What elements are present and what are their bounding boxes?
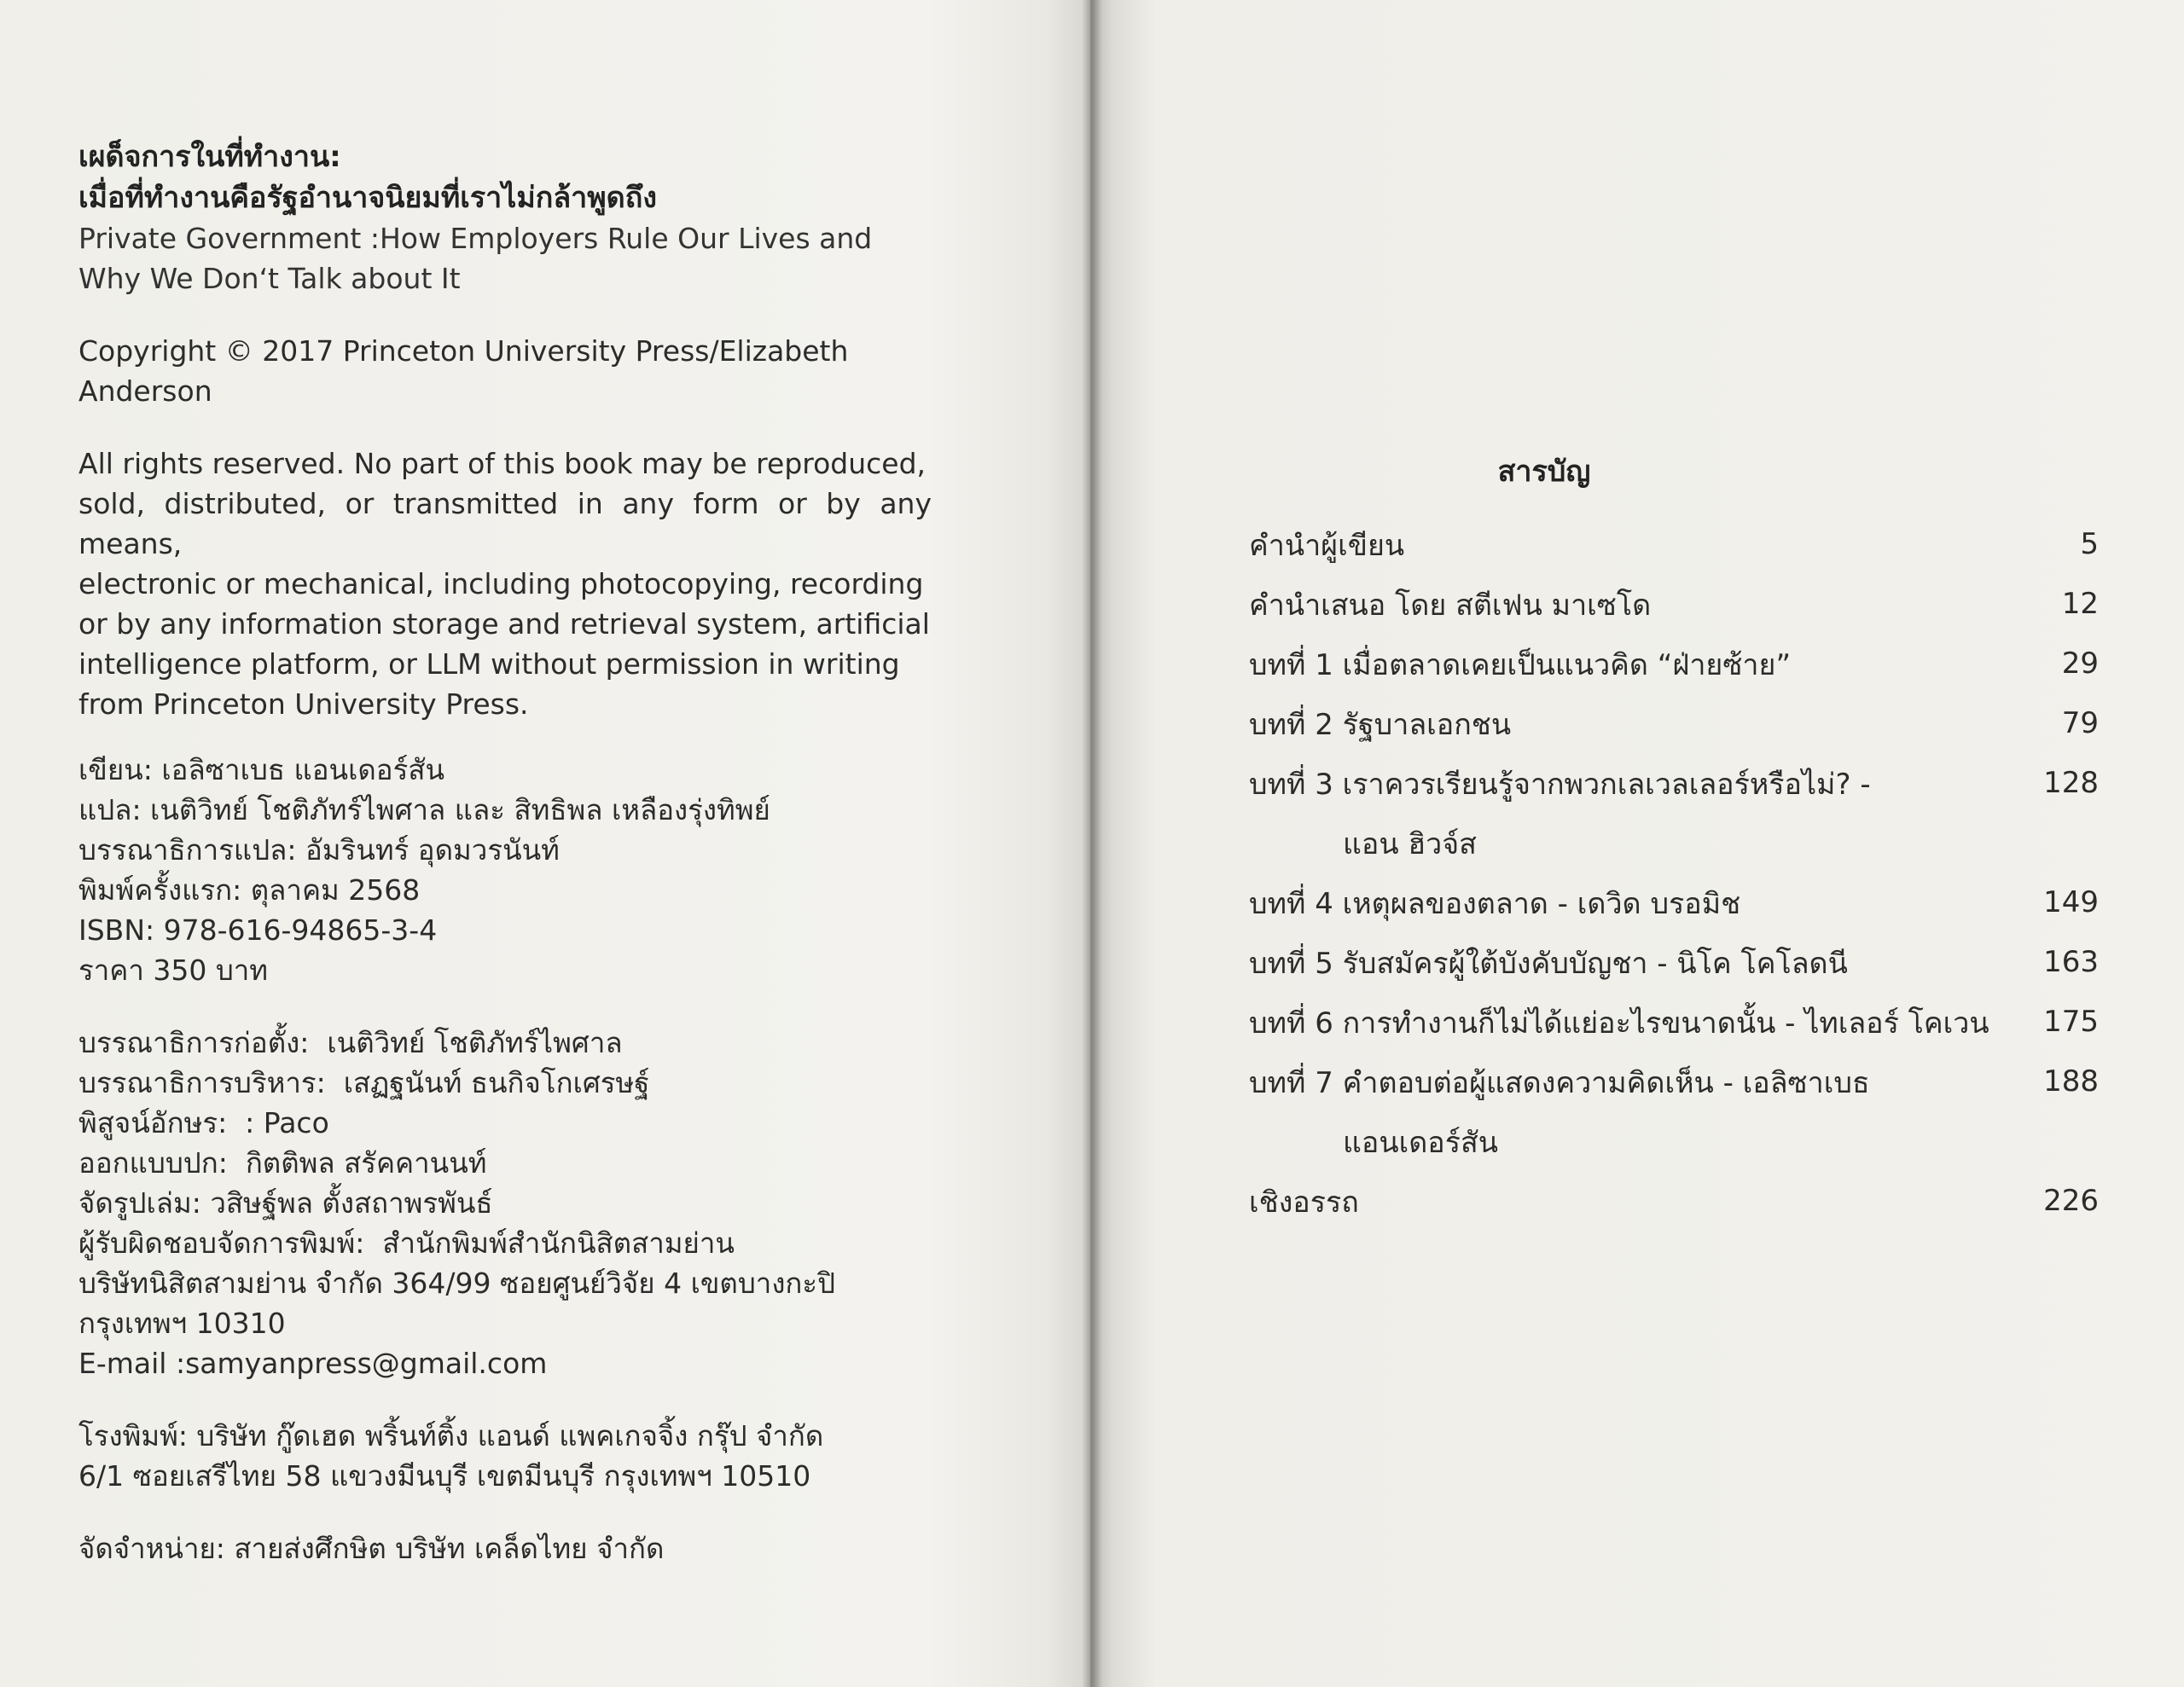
text-line: All rights reserved. No part of this book may be reproduced, [78,447,926,480]
staff-role: ออกแบบปก: [78,1146,246,1180]
printer-block [78,1416,932,1496]
text-line: sold, distributed, or transmitted in any form or by any means, [78,487,932,560]
toc-entry [1249,641,2099,701]
title-line: Why We Don‘t Talk about It [78,262,461,295]
toc-title: บทที่ 7 คำตอบต่อผู้แสดงความคิดเห็น - เอลิซาเบธ [1249,1066,1870,1100]
title-line: เมื่อที่ทำงานคือรัฐอำนาจนิยมที่เราไม่กล้าพูดถึง [78,181,657,215]
staff-name: เสฏฐนันท์ ธนกิจโกเศรษฐ์ [343,1066,650,1099]
credits-block [78,750,932,990]
toc-title: บทที่ 6 การทำงานก็ไม่ได้แย่อะไรขนาดนั้น - ไทเลอร์ โคเวน [1249,1006,1989,1041]
staff-name: กิตติพล สรัคคานนท์ [245,1146,487,1180]
text-line: electronic or mechanical, including photocopying, recording [78,567,924,600]
toc-entry [1249,880,2099,940]
rights-statement [78,443,932,724]
toc-title: คำนำผู้เขียน [1249,529,1405,563]
book-gutter [1082,0,1102,1687]
toc-title: บทที่ 2 รัฐบาลเอกชน [1249,708,1512,742]
toc-title-continuation: แอนเดอร์สัน [1343,1126,1498,1160]
staff-name: เนติวิทย์ โชติภัทร์ไพศาล [327,1026,623,1059]
title-line: Private Government :How Employers Rule Our Lives and [78,222,873,255]
toc-entry [1249,1179,2099,1238]
toc-heading: สารบัญ [1497,455,1591,489]
book-title-english [78,218,932,299]
toc-entry [1249,582,2099,641]
staff-name: สำนักพิมพ์สำนักนิสิตสามย่าน [382,1226,735,1260]
imprint-column [78,136,932,1568]
toc-page-number: 188 [2043,1064,2099,1099]
text-line: intelligence platform, or LLM without permission in writing [78,647,900,681]
toc-page-number: 175 [2043,1005,2099,1039]
toc-page-number: 29 [2061,646,2099,681]
text-line: or by any information storage and retrieval system, artificial [78,607,930,641]
toc-title: คำนำเสนอ โดย สตีเฟน มาเซโด [1249,588,1652,623]
staff-row [78,1103,932,1143]
left-page [0,0,1090,1687]
toc-entry [1249,701,2099,761]
toc-page-number: 163 [2043,945,2099,979]
isbn: ISBN: 978-616-94865-3-4 [78,913,438,947]
toc-entry [1249,1059,2099,1179]
staff-row [78,1223,932,1263]
toc-page-number: 12 [2061,587,2099,621]
text-line: Anderson [78,374,212,408]
toc-entry [1249,940,2099,1000]
staff-name: วสิษฐ์พล ตั้งสถาพรพันธ์ [210,1186,493,1220]
toc-title: บทที่ 4 เหตุผลของตลาด - เดวิด บรอมิช [1249,887,1741,921]
email: E-mail :samyanpress@gmail.com [78,1347,548,1380]
price: ราคา 350 บาท [78,954,269,987]
staff-role: จัดรูปเล่ม: [78,1186,211,1220]
staff-row [78,1063,932,1103]
text-line: from Princeton University Press. [78,687,529,721]
staff-role: พิสูจน์อักษร: [78,1106,246,1139]
staff-name: : Paco [245,1106,329,1139]
book-title-thai [78,136,932,218]
toc-title-continuation: แอน ฮิวจ์ส [1343,827,1477,861]
toc-entry [1249,1000,2099,1059]
text-line: โรงพิมพ์: บริษัท กู๊ดเฮด พริ้นท์ติ้ง แอนด์ แพคเกจจิ้ง กรุ๊ป จำกัด [78,1419,824,1452]
address-line: บริษัทนิสิตสามย่าน จำกัด 364/99 ซอยศูนย์วิจัย 4 เขตบางกะปิ [78,1267,836,1300]
staff-row [78,1023,932,1063]
distributor: จัดจำหน่าย: สายส่งศึกษิต บริษัท เคล็ดไทย จำกัด [78,1532,665,1565]
toc-page-number: 79 [2061,706,2099,740]
text-line: 6/1 ซอยเสรีไทย 58 แขวงมีนบุรี เขตมีนบุรี กรุงเทพฯ 10510 [78,1459,811,1493]
toc-title: บทที่ 1 เมื่อตลาดเคยเป็นแนวคิด “ฝ่ายซ้าย” [1249,648,1792,682]
staff-block [78,1023,932,1383]
address-line: กรุงเทพฯ 10310 [78,1307,286,1340]
toc-entry [1249,761,2099,880]
title-line: เผด็จการในที่ทำงาน: [78,140,341,174]
toc-title: บทที่ 3 เราควรเรียนรู้จากพวกเลเวลเลอร์หรือไม่? - [1249,768,1871,802]
credit-line: บรรณาธิการแปล: อัมรินทร์ อุดมวรนันท์ [78,833,560,867]
staff-role: บรรณาธิการบริหาร: [78,1066,344,1099]
staff-row [78,1143,932,1183]
copyright-notice [78,331,932,411]
text-line: Copyright © 2017 Princeton University Press/Elizabeth [78,334,849,368]
credit-line: แปล: เนติวิทย์ โชติภัทร์ไพศาล และ สิทธิพล เหลืองรุ่งทิพย์ [78,793,770,826]
table-of-contents [1249,522,2099,1238]
toc-entry [1249,522,2099,582]
staff-role: ผู้รับผิดชอบจัดการพิมพ์: [78,1226,383,1260]
staff-role: บรรณาธิการก่อตั้ง: [78,1026,328,1059]
toc-page-number: 149 [2043,885,2099,919]
toc-title: เชิงอรรถ [1249,1186,1359,1220]
toc-page-number: 226 [2043,1184,2099,1218]
staff-row [78,1183,932,1223]
toc-title: บทที่ 5 รับสมัครผู้ใต้บังคับบัญชา - นิโค โคโลดนี [1249,947,1848,981]
credit-line: พิมพ์ครั้งแรก: ตุลาคม 2568 [78,873,421,907]
toc-page-number: 128 [2043,766,2099,800]
credit-line: เขียน: เอลิซาเบธ แอนเดอร์สัน [78,753,445,786]
toc-page-number: 5 [2080,527,2099,561]
